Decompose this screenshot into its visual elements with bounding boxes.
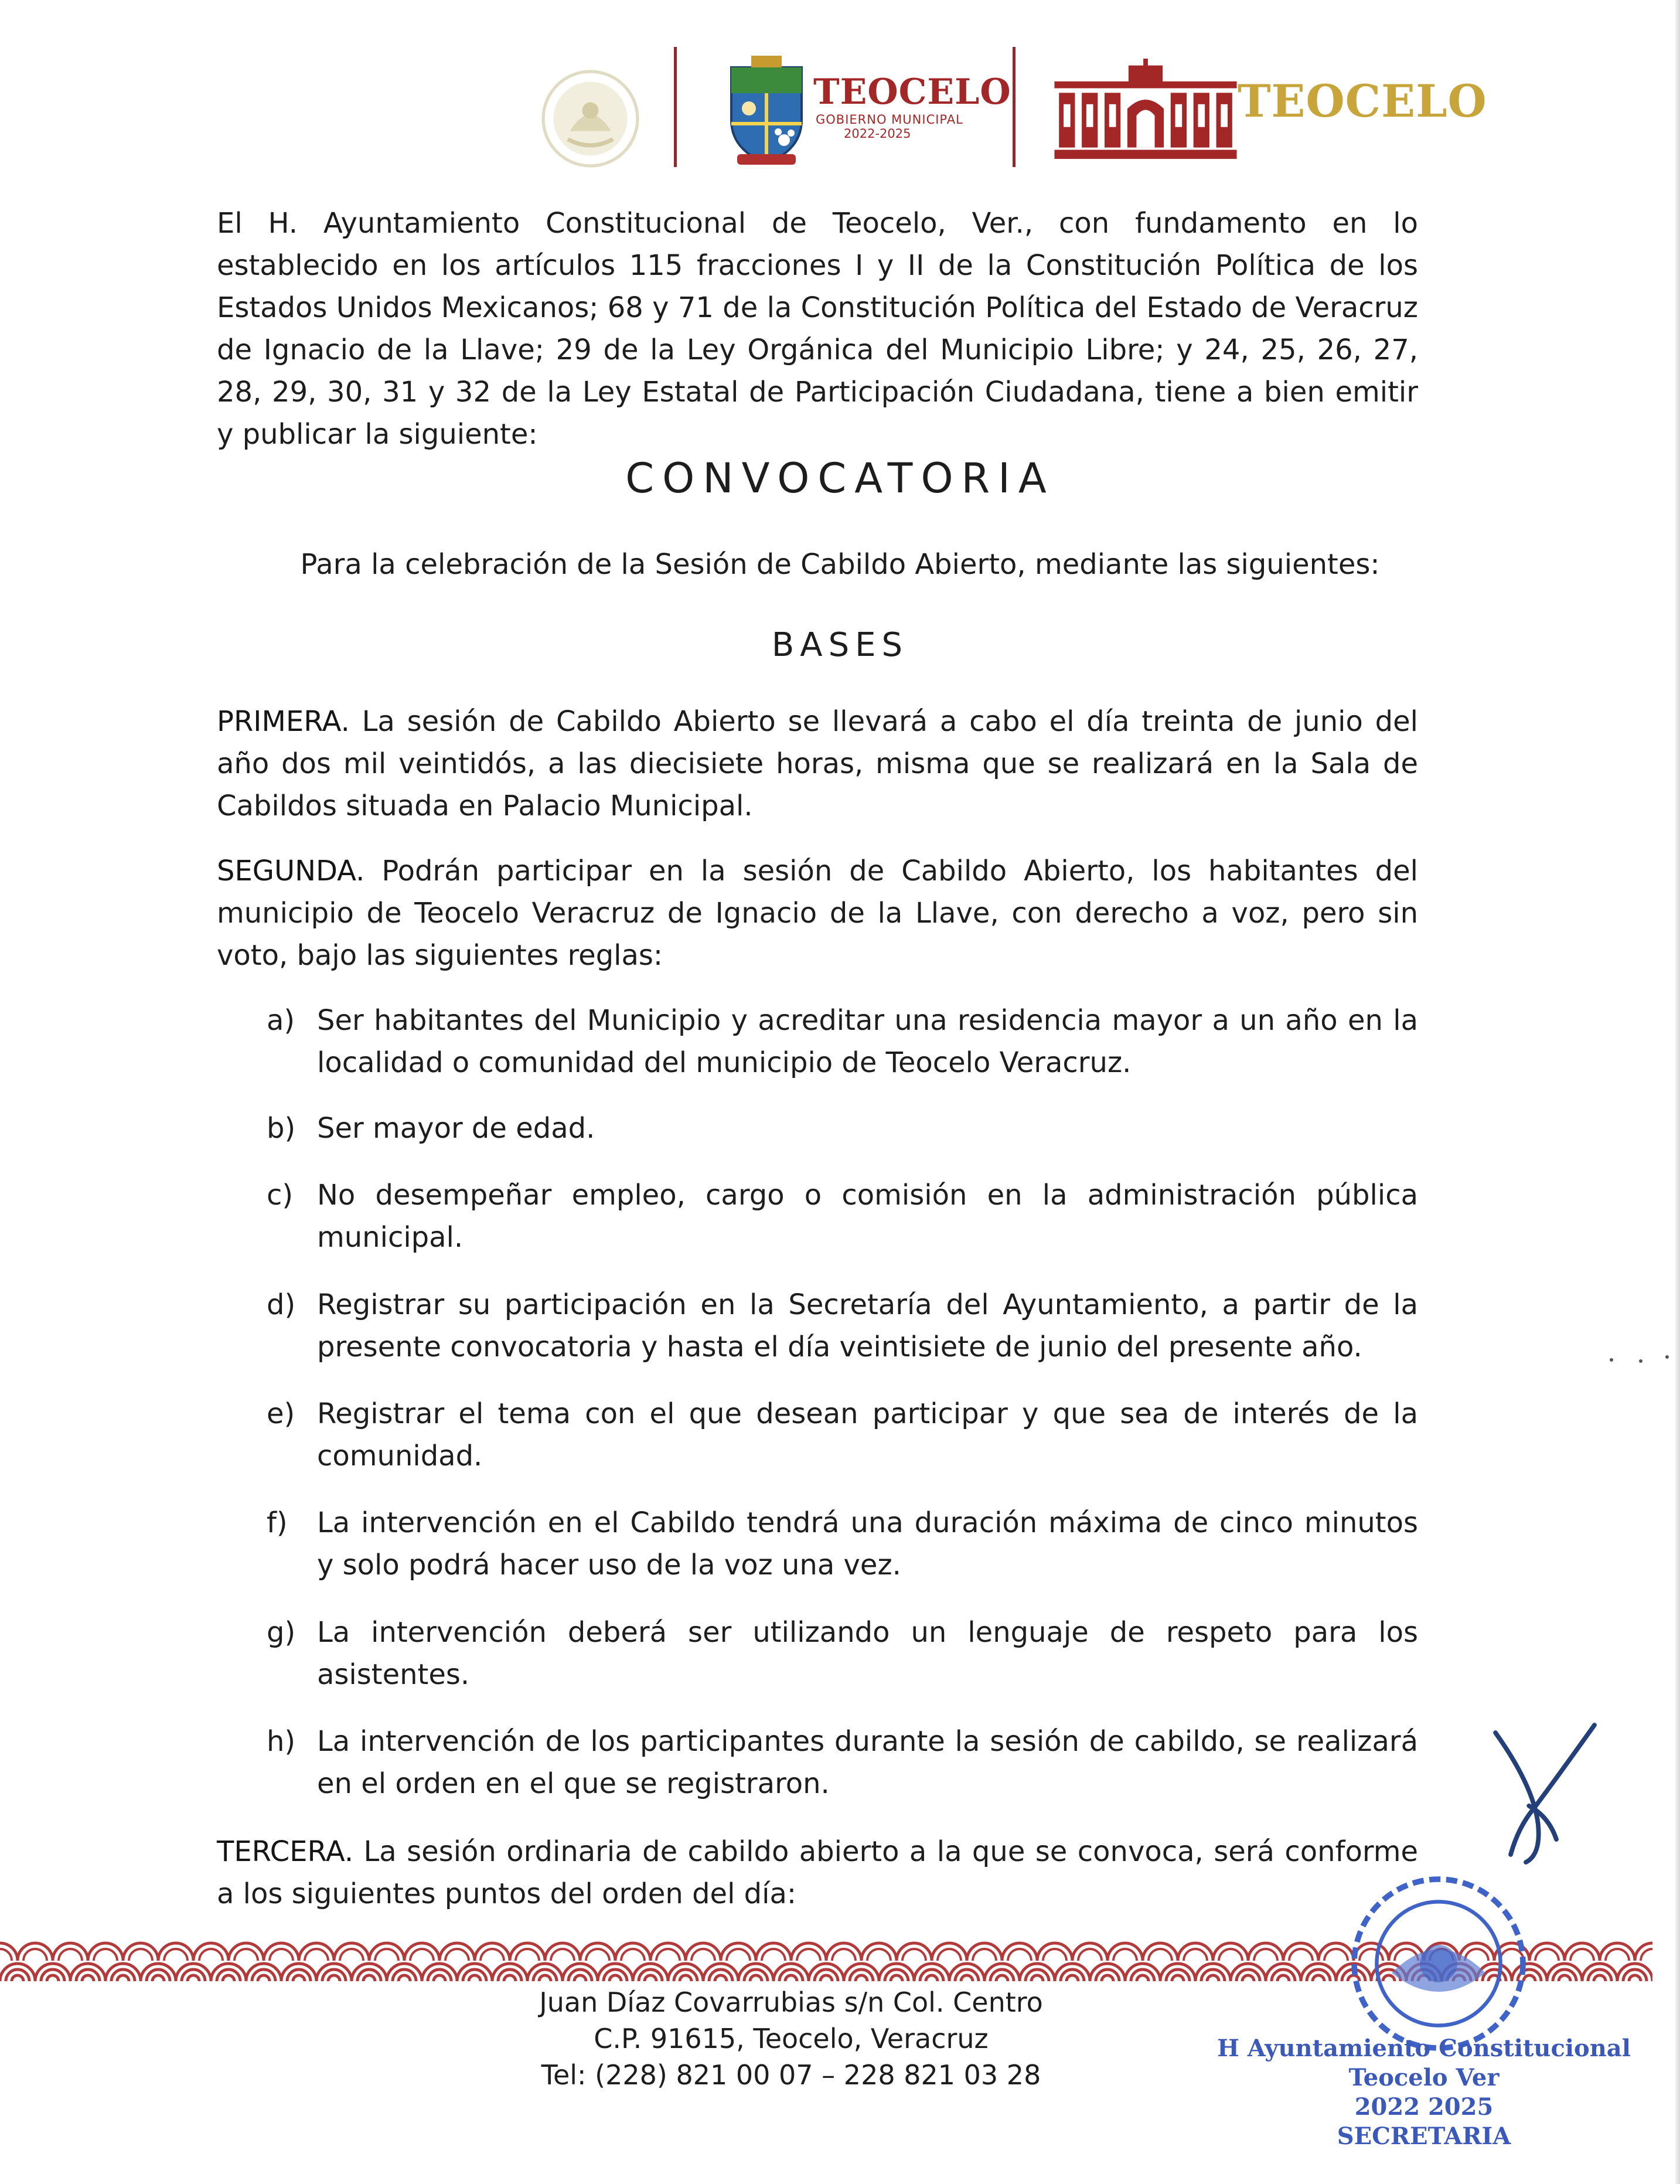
rule-item <box>267 1284 1418 1368</box>
official-stamp-icon <box>1345 1870 1532 2057</box>
address-line: Juan Díaz Covarrubias s/n Col. Centro <box>539 1986 1043 2018</box>
header-divider <box>674 47 677 167</box>
stamp-text <box>1190 2034 1658 2151</box>
rule-item <box>267 1502 1418 1586</box>
rule-text: Registrar su participación en la Secretaría del Ayuntamiento, a partir de la presente convocatoria y hasta el día veintisiete de junio del presente año. <box>317 1288 1418 1363</box>
rule-letter: b) <box>267 1112 296 1145</box>
intro-paragraph: El H. Ayuntamiento Constitucional de Teocelo, Ver., con fundamento en lo establecido en los artículos 115 fracciones I y II de la Constitución Política de los Estados Unidos Mexicanos; 68 y 71 de la Constitución Política del Estado de Veracruz de Ignacio de la Llave; 29 de la Ley Orgánica del Municipio Libre; y 24, 25, 26, 27, 28, 29, 30, 31 y 32 de la Ley Estatal de Participación Ciudadana, tiene a bien emitir y publicar la siguiente: <box>217 207 1418 451</box>
rule-item <box>267 1720 1418 1805</box>
header-divider <box>1013 47 1016 167</box>
base-segunda <box>217 850 1418 977</box>
rule-item <box>267 1174 1418 1258</box>
rule-letter: e) <box>267 1397 295 1430</box>
rule-text: La intervención en el Cabildo tendrá una duración máxima de cinco minutos y solo podrá hacer uso de la voz una vez. <box>317 1506 1418 1581</box>
document-subtitle: Para la celebración de la Sesión de Cabildo Abierto, mediante las siguientes: <box>300 548 1380 581</box>
rule-letter: h) <box>267 1725 296 1758</box>
building-logo-name: TEOCELO <box>1238 75 1487 127</box>
signature-mark <box>1465 1717 1617 1870</box>
base-label: PRIMERA. <box>217 705 350 738</box>
base-primera <box>217 700 1418 827</box>
page-edge-shadow <box>1675 0 1680 2184</box>
base-label: SEGUNDA. <box>217 855 365 887</box>
stray-marks <box>1606 1348 1676 1366</box>
stamp-line: 2022 2025 <box>1354 2093 1494 2121</box>
rule-item <box>267 1393 1418 1477</box>
logo-subtitle: GOBIERNO MUNICIPAL <box>816 113 963 127</box>
rule-letter: a) <box>267 1004 295 1037</box>
rule-letter: g) <box>267 1616 296 1649</box>
document-title: CONVOCATORIA <box>625 454 1055 502</box>
stamp-line: SECRETARIA <box>1337 2122 1511 2150</box>
stamp-line: Teocelo Ver <box>1348 2064 1500 2091</box>
rule-item <box>267 1107 1418 1149</box>
rule-letter: c) <box>267 1179 294 1212</box>
rule-item <box>267 999 1418 1084</box>
logo-name: TEOCELO <box>813 72 1011 113</box>
rule-letter: f) <box>267 1506 288 1539</box>
rule-text: La intervención de los participantes durante la sesión de cabildo, se realizará en el orden en el que se registraron. <box>317 1725 1418 1800</box>
phone-line: Tel: (228) 821 00 07 – 228 821 03 28 <box>541 2059 1041 2091</box>
rule-text: Registrar el tema con el que desean participar y que sea de interés de la comunidad. <box>317 1397 1418 1472</box>
palace-building-icon <box>1052 59 1239 161</box>
rule-text: Ser mayor de edad. <box>317 1112 595 1145</box>
bases-heading: BASES <box>771 626 909 664</box>
base-text: Podrán participar en la sesión de Cabildo Abierto, los habitantes del municipio de Teocelo Veracruz de Ignacio de la Llave, con derecho a voz, pero sin voto, bajo las siguientes reglas: <box>217 855 1418 972</box>
base-label: TERCERA. <box>217 1835 354 1868</box>
municipal-shield-icon <box>725 56 807 167</box>
letterhead <box>527 41 1487 176</box>
rule-letter: d) <box>267 1288 296 1321</box>
base-text: La sesión de Cabildo Abierto se llevará a cabo el día treinta de junio del año dos mil veintidós, a las diecisiete horas, misma que se realizará en la Sala de Cabildos situada en Palacio Municipal. <box>217 705 1418 822</box>
logo-years: 2022-2025 <box>844 127 911 141</box>
national-seal-icon <box>539 67 642 170</box>
base-text: La sesión ordinaria de cabildo abierto a la que se convoca, será conforme a los siguientes puntos del orden del día: <box>217 1835 1418 1910</box>
address-line: C.P. 91615, Teocelo, Veracruz <box>594 2023 989 2054</box>
rule-text: No desempeñar empleo, cargo o comisión en la administración pública municipal. <box>317 1179 1418 1254</box>
stamp-line: H Ayuntamiento Constitucional <box>1217 2035 1631 2062</box>
base-tercera <box>217 1831 1418 1915</box>
rule-text: Ser habitantes del Municipio y acreditar una residencia mayor a un año en la localidad o comunidad del municipio de Teocelo Veracruz. <box>317 1004 1418 1079</box>
rule-text: La intervención deberá ser utilizando un lenguaje de respeto para los asistentes. <box>317 1616 1418 1691</box>
rule-item <box>267 1611 1418 1696</box>
